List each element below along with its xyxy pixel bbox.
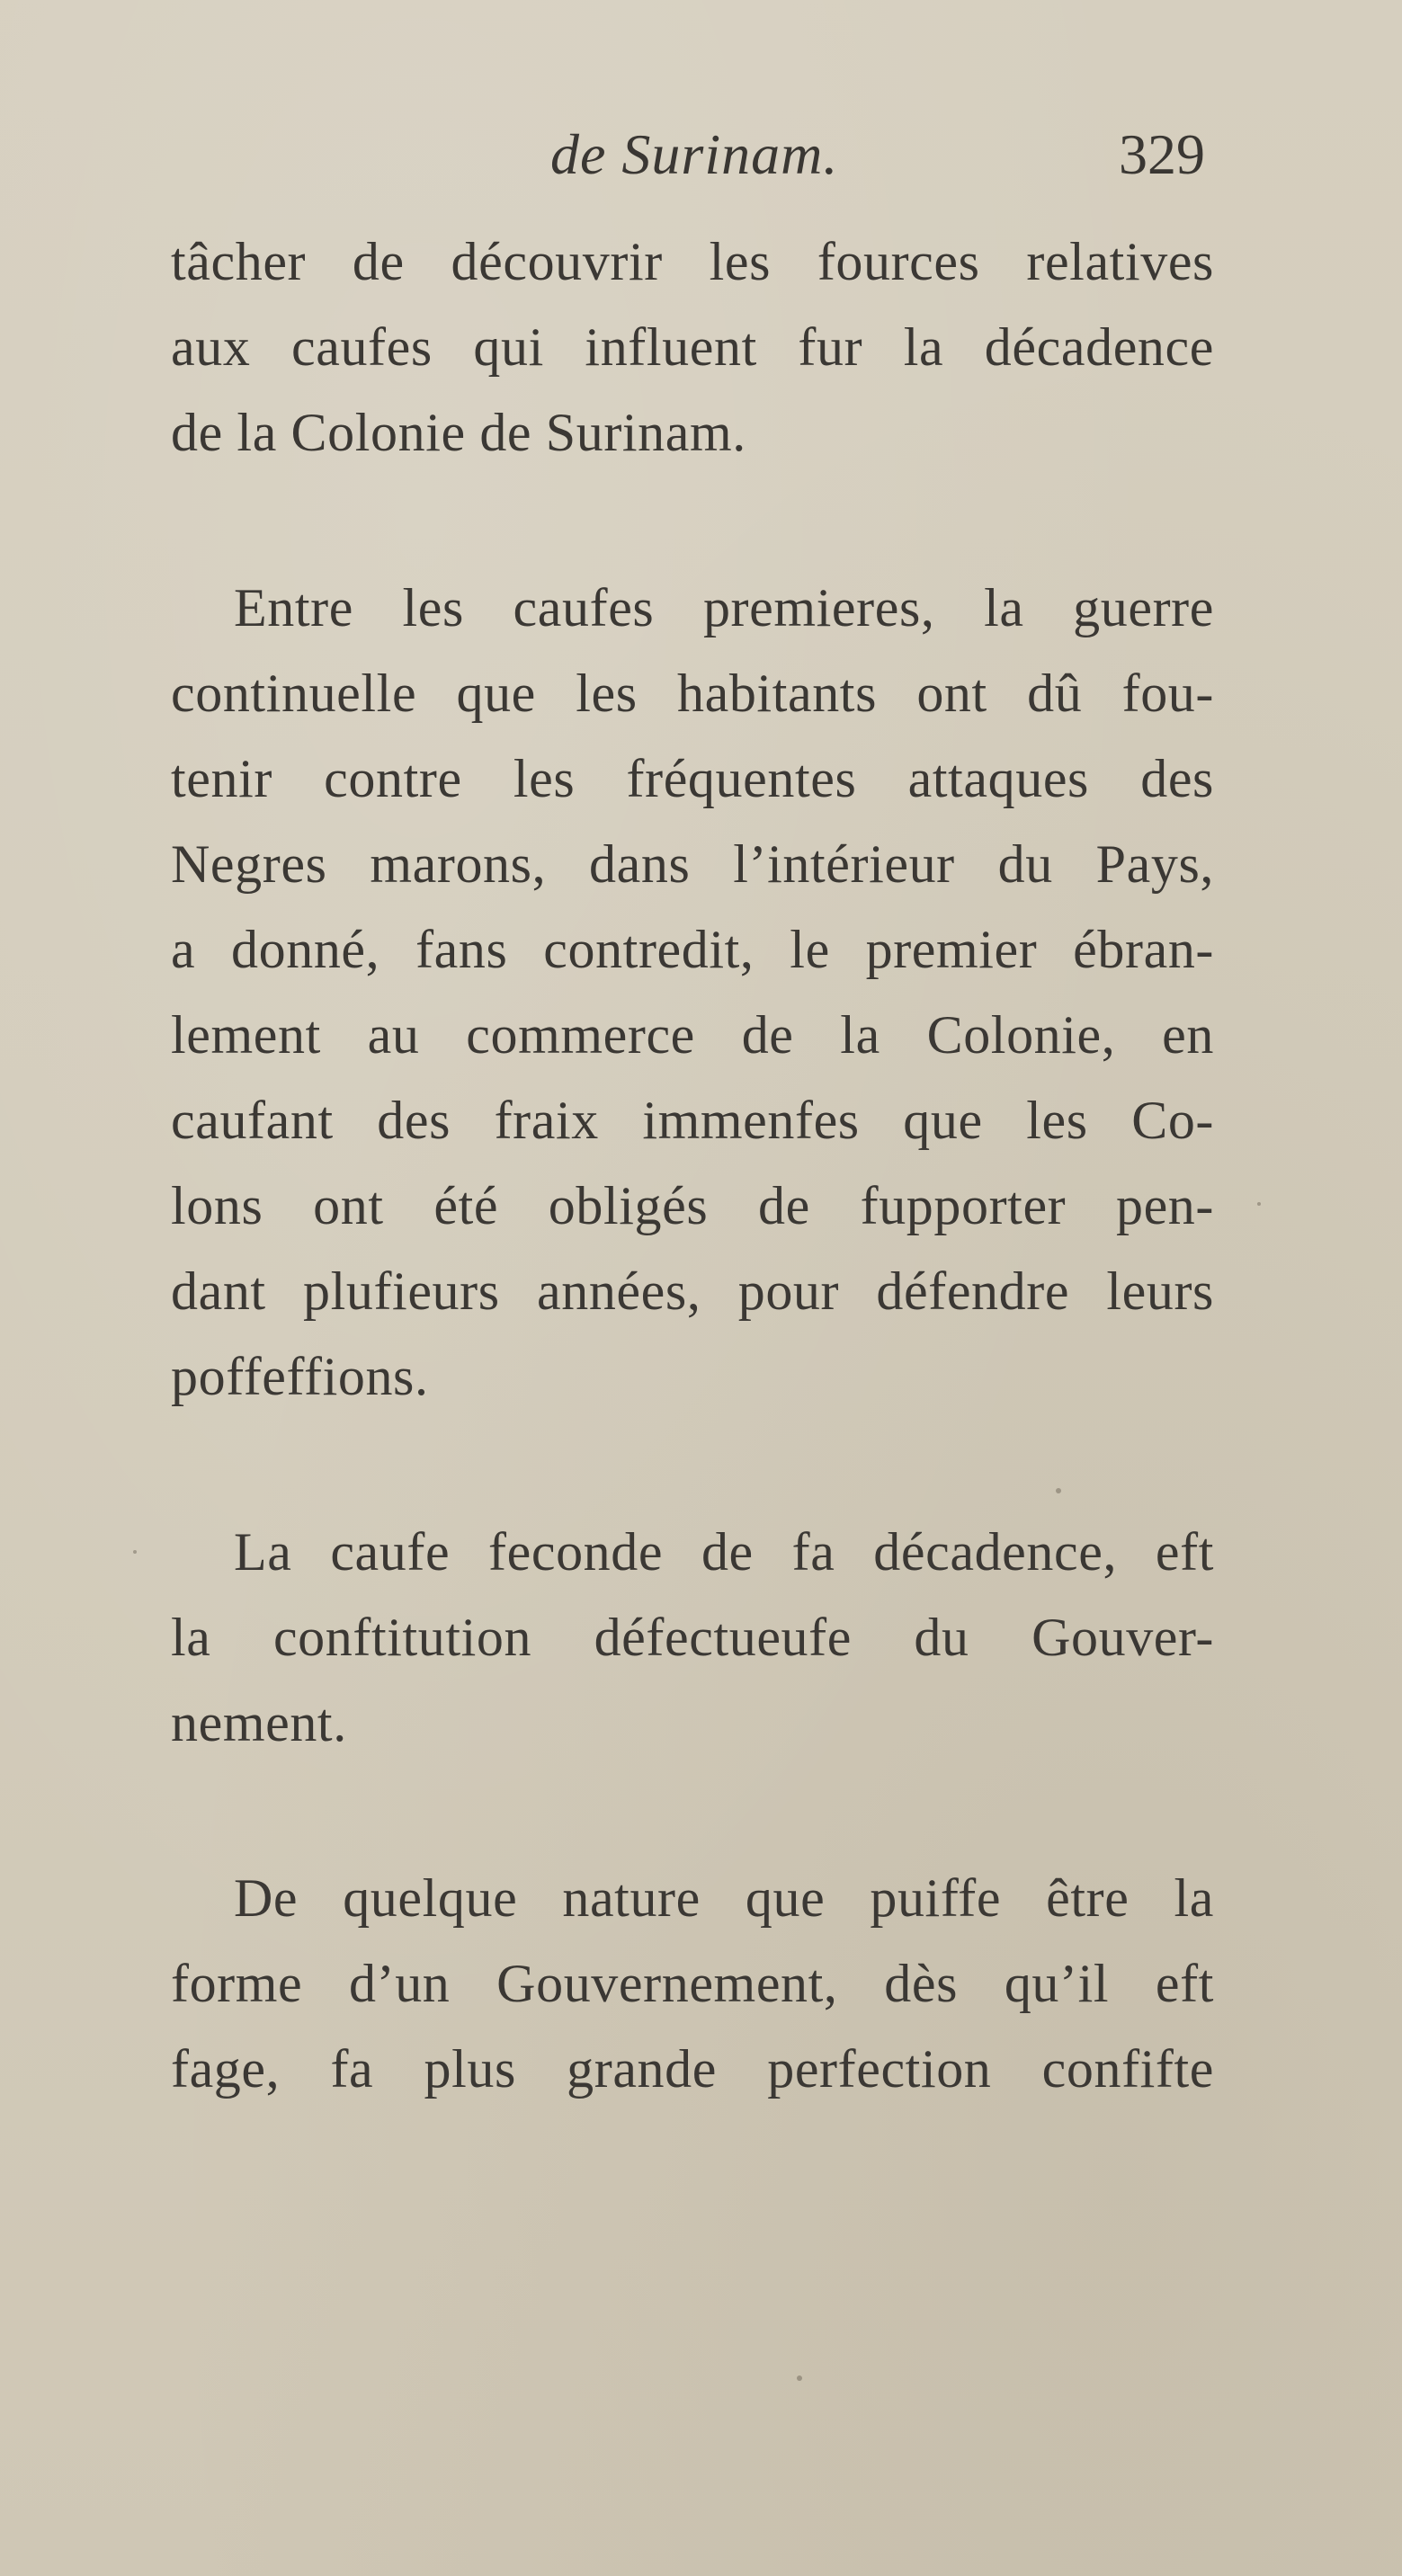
text-line: Negres marons, dans l’intérieur du Pays, [171, 834, 1214, 894]
text-line: De quelque nature que puiffe être la [234, 1868, 1214, 1928]
body-text [171, 219, 1214, 2202]
paragraph-1 [171, 219, 1214, 476]
paragraph-2 [171, 566, 1214, 1420]
text-line: a donné, fans contredit, le premier ébran- [171, 920, 1214, 979]
text-line: aux caufes qui influent fur la décadence [171, 317, 1214, 377]
paper-speck [133, 1550, 137, 1554]
running-title: de Surinam. [550, 122, 839, 186]
text-line: tenir contre les fréquentes attaques des [171, 749, 1214, 808]
text-line: fage, fa plus grande perfection confifte [171, 2039, 1214, 2099]
page-number: 329 [1119, 122, 1205, 186]
text-line: forme d’un Gouvernement, dès qu’il eft [171, 1954, 1214, 2013]
text-line: continuelle que les habitants ont dû fou- [171, 664, 1214, 723]
text-line: Entre les caufes premieres, la guerre [234, 578, 1214, 637]
paragraph-4 [171, 1856, 1214, 2112]
text-line: la conftitution défectueufe du Gouver- [171, 1608, 1214, 1667]
text-line: dant plufieurs années, pour défendre leurs [171, 1261, 1214, 1321]
text-line: lons ont été obligés de fupporter pen- [171, 1176, 1214, 1235]
paper-speck [797, 2375, 802, 2381]
text-line: lement au commerce de la Colonie, en [171, 1005, 1214, 1065]
text-line: nement. [171, 1693, 347, 1752]
text-line: poffeffions. [171, 1347, 429, 1406]
text-line: caufant des fraix immenfes que les Co- [171, 1091, 1214, 1150]
text-line: La caufe feconde de fa décadence, eft [234, 1522, 1214, 1582]
paragraph-3 [171, 1510, 1214, 1766]
text-line: de la Colonie de Surinam. [171, 403, 746, 462]
text-line: tâcher de découvrir les fources relatives [171, 232, 1214, 291]
paper-speck [1056, 1488, 1061, 1493]
page-header [0, 119, 1402, 191]
paper-speck [1257, 1202, 1261, 1206]
